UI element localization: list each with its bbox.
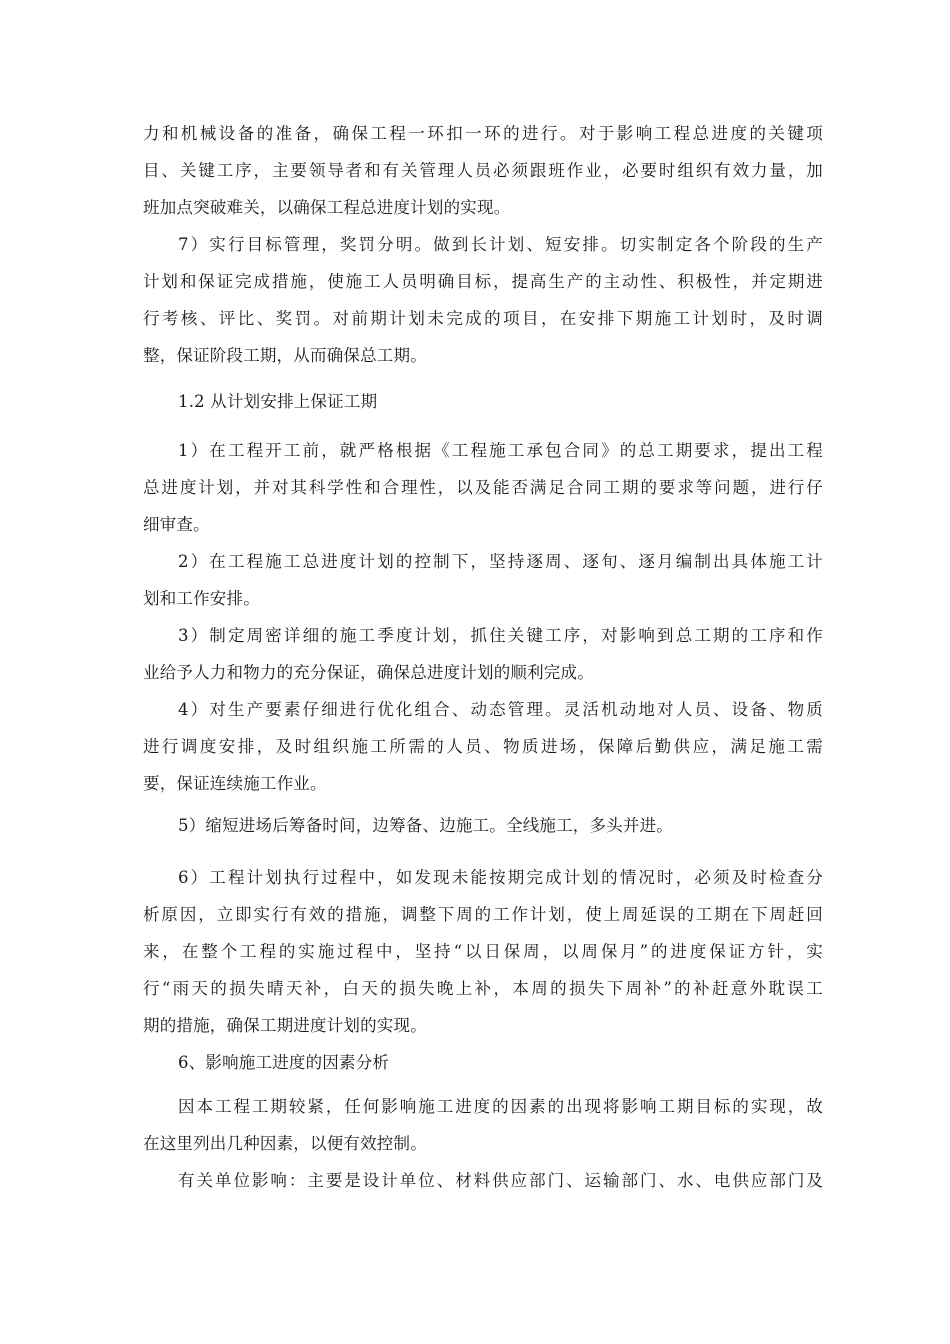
body-text-line: 析原因，立即实行有效的措施，调整下周的工作计划，使上周延误的工期在下周赶回 bbox=[143, 905, 823, 924]
body-text-line: 行考核、评比、奖罚。对前期计划未完成的项目，在安排下期施工计划时，及时调 bbox=[143, 309, 823, 328]
section-heading: 1.2 从计划安排上保证工期 bbox=[178, 392, 378, 411]
list-item-3-line: 3）制定周密详细的施工季度计划，抓住关键工序，对影响到总工期的工序和作 bbox=[178, 626, 823, 645]
body-text-line: 细审查。 bbox=[143, 515, 210, 534]
paragraph-line: 有关单位影响：主要是设计单位、材料供应部门、运输部门、水、电供应部门及 bbox=[178, 1171, 823, 1190]
body-text-line: 目、关键工序，主要领导者和有关管理人员必须跟班作业，必要时组织有效力量，加 bbox=[143, 161, 823, 180]
list-item-6-line: 6）工程计划执行过程中，如发现未能按期完成计划的情况时，必须及时检查分 bbox=[178, 868, 823, 887]
body-text-line: 要，保证连续施工作业。 bbox=[143, 774, 327, 793]
body-text-line: 进行调度安排，及时组织施工所需的人员、物质进场，保障后勤供应，满足施工需 bbox=[143, 737, 823, 756]
body-text-line: 期的措施，确保工期进度计划的实现。 bbox=[143, 1016, 427, 1035]
body-text-line: 整，保证阶段工期，从而确保总工期。 bbox=[143, 346, 427, 365]
body-text-line: 力和机械设备的准备，确保工程一环扣一环的进行。对于影响工程总进度的关键项 bbox=[143, 124, 823, 143]
body-text-line: 班加点突破难关，以确保工程总进度计划的实现。 bbox=[143, 198, 511, 217]
list-item-4-line: 4）对生产要素仔细进行优化组合、动态管理。灵活机动地对人员、设备、物质 bbox=[178, 700, 823, 719]
paragraph-line: 因本工程工期较紧，任何影响施工进度的因素的出现将影响工期目标的实现，故 bbox=[178, 1097, 823, 1116]
body-text-line: 计划和保证完成措施，使施工人员明确目标，提高生产的主动性、积极性，并定期进 bbox=[143, 272, 823, 291]
list-item-1-line: 1）在工程开工前，就严格根据《工程施工承包合同》的总工期要求，提出工程 bbox=[178, 441, 823, 460]
body-text-line: 划和工作安排。 bbox=[143, 589, 260, 608]
list-item-7-line: 7）实行目标管理，奖罚分明。做到长计划、短安排。切实制定各个阶段的生产 bbox=[178, 235, 823, 254]
section-heading: 6、影响施工进度的因素分析 bbox=[178, 1053, 390, 1072]
body-text-line: 业给予人力和物力的充分保证，确保总进度计划的顺利完成。 bbox=[143, 663, 594, 682]
list-item-5-line: 5）缩短进场后筹备时间，边筹备、边施工。全线施工，多头并进。 bbox=[178, 816, 673, 835]
body-text-line: 来，在整个工程的实施过程中，坚持“以日保周，以周保月”的进度保证方针，实 bbox=[143, 942, 823, 961]
body-text-line: 在这里列出几种因素，以便有效控制。 bbox=[143, 1134, 427, 1153]
body-text-line: 行“雨天的损失晴天补，白天的损失晚上补，本周的损失下周补”的补赶意外耽误工 bbox=[143, 979, 823, 998]
body-text-line: 总进度计划，并对其科学性和合理性，以及能否满足合同工期的要求等问题，进行仔 bbox=[143, 478, 823, 497]
list-item-2-line: 2）在工程施工总进度计划的控制下，坚持逐周、逐旬、逐月编制出具体施工计 bbox=[178, 552, 823, 571]
